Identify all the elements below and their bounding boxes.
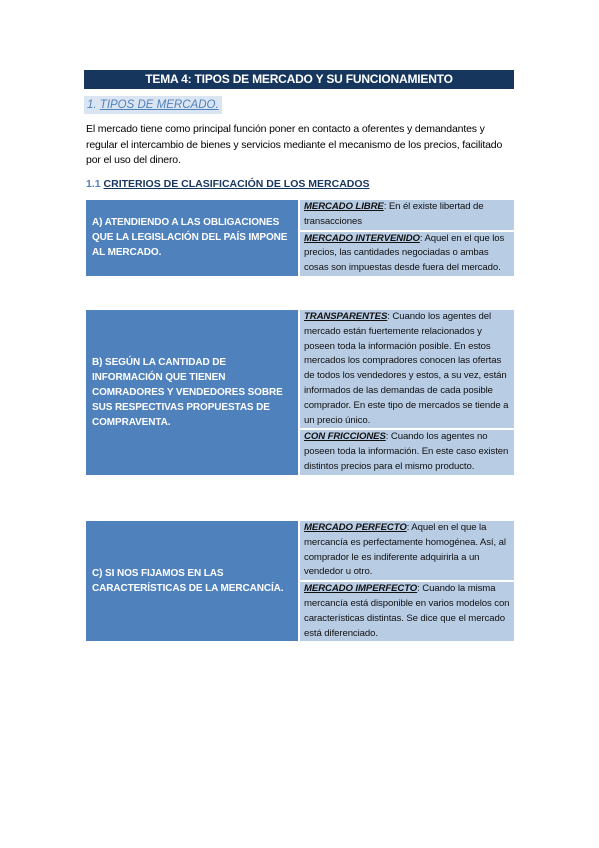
- subsection-number: 1.1: [86, 178, 101, 190]
- market-type-cell: [300, 521, 514, 580]
- market-type-description: : Cuando los agentes no poseen toda la información. En este caso existen distintos precios para el mismo producto.: [304, 431, 509, 472]
- market-type-term: MERCADO LIBRE: [304, 201, 384, 212]
- criterion-block-a: [86, 200, 514, 276]
- market-type-cell: [300, 200, 514, 230]
- section-label: TIPOS DE MERCADO.: [99, 99, 219, 111]
- section-number: 1.: [87, 99, 97, 111]
- document-title: TEMA 4: TIPOS DE MERCADO Y SU FUNCIONAMIENTO: [84, 70, 514, 89]
- market-type-cell: [300, 232, 514, 276]
- criterion-block-b: [86, 310, 514, 475]
- market-types: [300, 200, 514, 276]
- market-type-term: CON FRICCIONES: [304, 431, 386, 443]
- market-types: [300, 310, 514, 475]
- market-type-description: : Cuando la misma mercancía está disponible en varios modelos con características distintas. Se dice que el mercado está diferenciado.: [304, 583, 510, 639]
- market-type-term: TRANSPARENTES: [304, 311, 388, 322]
- criterion-cell: [86, 200, 298, 276]
- subsection-label: CRITERIOS DE CLASIFICACIÓN DE LOS MERCADOS: [103, 178, 370, 190]
- market-type-description: : Aquel en el que los precios, las cantidades negociadas o ambas cosas son impuestas desde fuera del mercado.: [304, 232, 505, 274]
- section-heading: [84, 96, 222, 114]
- market-type-description: : En él existe libertad de transacciones: [304, 201, 484, 227]
- criterion-text: C) SI NOS FIJAMOS EN LAS CARACTERÍSTICAS DE LA MERCANCÍA.: [92, 568, 284, 595]
- market-type-cell: [300, 430, 514, 474]
- market-type-description: : Cuando los agentes del mercado están fuertemente relacionados y poseen toda la información posible. En estos mercados los compradores conocen las ofertas de todos los vendedores y estos, a su vez, están informados de las demandas de cada posible comprador. En este tipo de mercados se tiende a un precio único.: [304, 311, 509, 426]
- criterion-cell: [86, 521, 298, 641]
- market-type-description: : Aquel en el que la mercancía es perfectamente homogénea. Así, al comprador le es indiferente adquirirla a un vendedor u otro.: [304, 522, 506, 578]
- criterion-cell: [86, 310, 298, 475]
- criterion-text: B) SEGÚN LA CANTIDAD DE INFORMACIÓN QUE TIENEN COMRADORES Y VENDEDORES SOBRE SUS RESPECTIVAS PROPUESTAS DE COMPRAVENTA.: [92, 356, 283, 428]
- market-types: [300, 521, 514, 641]
- criterion-text: A) ATENDIENDO A LAS OBLIGACIONES QUE LA LEGISLACIÓN DEL PAÍS IMPONE AL MERCADO.: [92, 217, 288, 259]
- subsection-heading: [86, 178, 370, 190]
- market-type-term: MERCADO IMPERFECTO: [304, 583, 418, 595]
- intro-paragraph: El mercado tiene como principal función poner en contacto a oferentes y demandantes y regular el intercambio de bienes y servicios mediante el mecanismo de los precios, facilitado por el uso del dinero.: [86, 123, 503, 166]
- market-type-cell: [300, 310, 514, 428]
- criterion-block-c: [86, 521, 514, 641]
- market-type-cell: [300, 582, 514, 641]
- market-type-term: MERCADO PERFECTO: [304, 522, 407, 533]
- market-type-term: MERCADO INTERVENIDO: [304, 232, 420, 244]
